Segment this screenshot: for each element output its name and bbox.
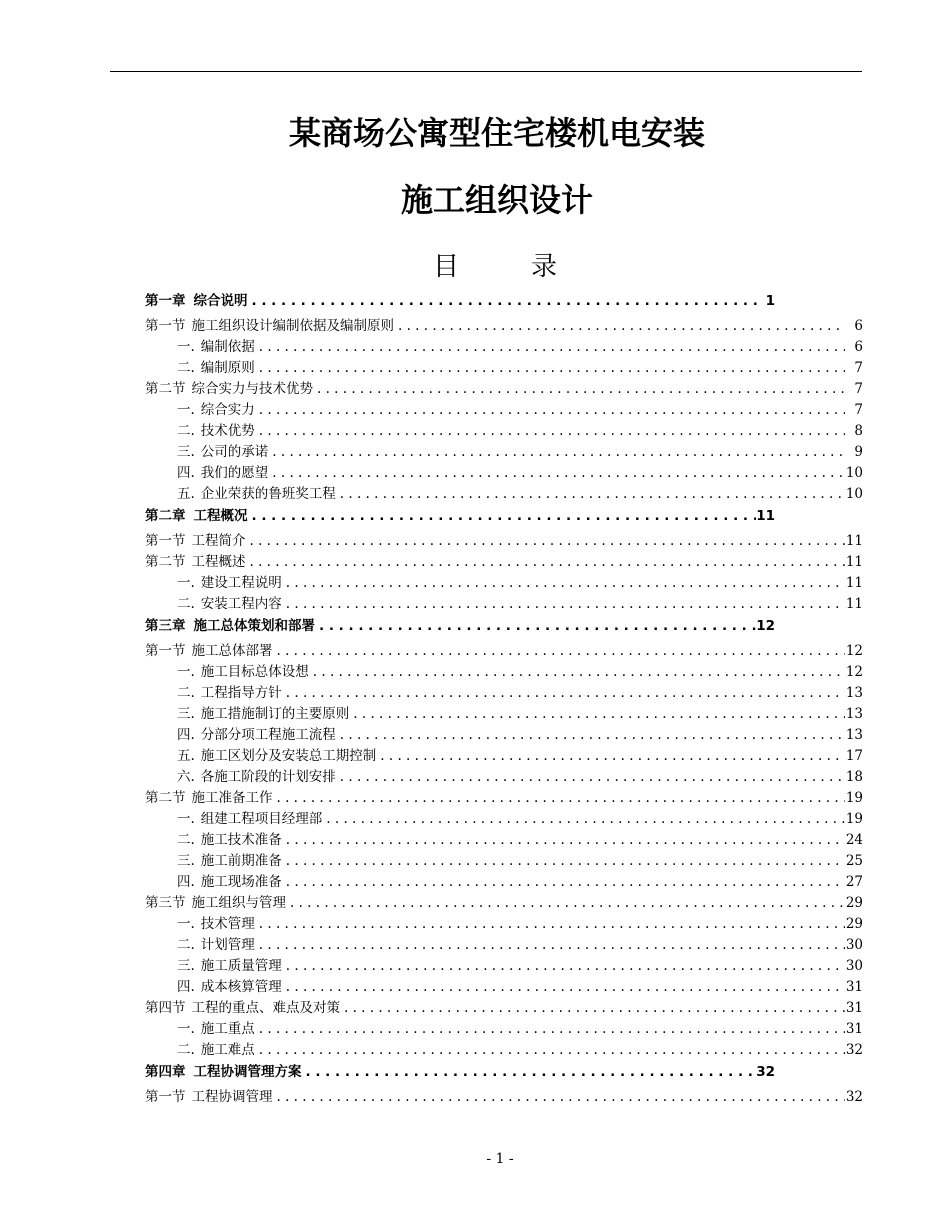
toc-entry-label [145, 379, 313, 400]
toc-entry-number: 第一节 [145, 533, 186, 549]
toc-leader-dots [255, 1040, 845, 1061]
toc-entry-label [177, 1040, 255, 1061]
toc-entry-page: 7 [854, 402, 863, 418]
toc-entry-page: 1 [765, 293, 775, 309]
toc-entry-label [145, 615, 315, 637]
toc-entry-page: 24 [845, 832, 863, 848]
toc-entry-page: 13 [845, 706, 863, 722]
toc-leader-dots [282, 977, 845, 998]
toc-entry-item[interactable] [145, 725, 863, 746]
toc-entry-label [177, 573, 282, 594]
toc-entry-title: 工程简介 [191, 533, 246, 549]
toc-entry-page: 11 [756, 508, 775, 524]
toc-entry-label [145, 1061, 302, 1083]
toc-entry-item[interactable] [145, 746, 863, 767]
toc-entry-label [177, 484, 336, 505]
toc-leader-dots [255, 358, 845, 379]
toc-entry-number: 一. [177, 1021, 195, 1037]
toc-leader-dots [273, 788, 846, 809]
toc-entry-label [177, 358, 255, 379]
toc-entry-title: 工程协调管理 [191, 1089, 273, 1105]
toc-leader-dots [315, 615, 756, 637]
toc-leader-dots [376, 746, 845, 767]
toc-entry-label [145, 505, 248, 527]
toc-entry-label [177, 767, 336, 788]
toc-entry-label [145, 552, 246, 573]
toc-leader-dots [246, 531, 846, 552]
toc-entry-label [145, 316, 394, 337]
toc-entry-label [145, 788, 273, 809]
toc-leader-dots [336, 484, 845, 505]
toc-entry-page: 7 [854, 360, 863, 376]
toc-entry-page: 6 [854, 318, 863, 334]
toc-entry-label [177, 704, 349, 725]
toc-entry-page: 31 [845, 1000, 863, 1016]
toc-entry-page: 12 [756, 618, 775, 634]
toc-leader-dots [322, 809, 845, 830]
toc-entry-item[interactable] [145, 463, 863, 484]
toc-entry-page: 32 [845, 1089, 863, 1105]
toc-entry-number: 第二章 [145, 508, 186, 524]
toc-entry-number: 第三节 [145, 895, 186, 911]
toc-entry-title: 工程的重点、难点及对策 [191, 1000, 340, 1016]
toc-entry-page: 17 [845, 748, 863, 764]
toc-entry-item[interactable] [145, 935, 863, 956]
toc-heading-left: 目 [432, 252, 459, 282]
toc-entry-page: 19 [845, 811, 863, 827]
toc-entry-number: 第四章 [145, 1064, 186, 1080]
toc-entry-chapter[interactable] [145, 615, 775, 637]
toc-entry-label [177, 442, 268, 463]
toc-entry-title: 工程协调管理方案 [193, 1064, 302, 1080]
toc-leader-dots [246, 552, 846, 573]
toc-entry-title: 工程概况 [193, 508, 248, 524]
toc-entry-item[interactable] [145, 662, 863, 683]
toc-entry-number: 第二节 [145, 554, 186, 570]
toc-entry-title: 工程概述 [191, 554, 246, 570]
page-number-footer: - 1 - [486, 1151, 514, 1167]
toc-leader-dots [248, 505, 757, 527]
toc-entry-title: 分部分项工程施工流程 [200, 727, 336, 743]
toc-entry-page: 27 [845, 874, 863, 890]
toc-entry-section[interactable] [145, 998, 863, 1019]
toc-entry-section[interactable] [145, 552, 863, 573]
toc-entry-number: 第一节 [145, 1089, 186, 1105]
toc-leader-dots [255, 421, 845, 442]
toc-entry-label [177, 851, 282, 872]
toc-entry-item[interactable] [145, 830, 863, 851]
toc-entry-page: 11 [845, 554, 863, 570]
toc-entry-page: 19 [845, 790, 863, 806]
toc-entry-title: 施工目标总体设想 [200, 664, 309, 680]
toc-entry-number: 三. [177, 853, 195, 869]
toc-entry-number: 三. [177, 706, 195, 722]
toc-entry-title: 成本核算管理 [200, 979, 282, 995]
document-title: 某商场公寓型住宅楼机电安装 [288, 114, 705, 152]
toc-leader-dots [248, 290, 758, 312]
toc-leader-dots [340, 998, 845, 1019]
toc-entry-number: 二. [177, 423, 195, 439]
toc-entry-item[interactable] [145, 704, 863, 725]
toc-entry-page: 31 [845, 979, 863, 995]
toc-entry-title: 施工技术准备 [200, 832, 282, 848]
table-of-contents [145, 290, 863, 1108]
toc-entry-title: 编制原则 [200, 360, 255, 376]
toc-entry-item[interactable] [145, 809, 863, 830]
toc-entry-section[interactable] [145, 531, 863, 552]
toc-entry-page: 31 [845, 1021, 863, 1037]
toc-entry-title: 综合实力与技术优势 [191, 381, 313, 397]
toc-entry-title: 施工区划分及安装总工期控制 [200, 748, 377, 764]
toc-entry-label [145, 290, 248, 312]
toc-entry-number: 四. [177, 979, 195, 995]
toc-leader-dots [273, 1087, 846, 1108]
toc-entry-page: 18 [845, 769, 863, 785]
toc-entry-chapter[interactable] [145, 290, 775, 312]
header-rule [110, 71, 862, 72]
toc-entry-page: 10 [845, 486, 863, 502]
toc-entry-section[interactable] [145, 641, 863, 662]
toc-entry-number: 一. [177, 664, 195, 680]
toc-entry-number: 一. [177, 402, 195, 418]
toc-entry-number: 四. [177, 874, 195, 890]
toc-entry-number: 第一节 [145, 318, 186, 334]
toc-leader-dots [349, 704, 845, 725]
toc-entry-section[interactable] [145, 1087, 863, 1108]
toc-entry-label [177, 337, 255, 358]
toc-leader-dots [394, 316, 845, 337]
toc-entry-number: 四. [177, 465, 195, 481]
toc-heading [0, 250, 950, 284]
toc-entry-number: 一. [177, 575, 195, 591]
toc-entry-label [177, 935, 255, 956]
toc-entry-title: 企业荣获的鲁班奖工程 [200, 486, 336, 502]
toc-entry-number: 二. [177, 937, 195, 953]
toc-entry-number: 四. [177, 727, 195, 743]
toc-entry-label [177, 914, 255, 935]
toc-leader-dots [273, 641, 846, 662]
toc-entry-section[interactable] [145, 316, 863, 337]
toc-entry-number: 二. [177, 832, 195, 848]
toc-leader-dots [255, 914, 845, 935]
toc-entry-label [177, 872, 282, 893]
toc-entry-title: 施工总体策划和部署 [193, 618, 315, 634]
toc-entry-title: 综合实力 [200, 402, 255, 418]
toc-entry-page: 9 [854, 444, 863, 460]
toc-leader-dots [286, 893, 845, 914]
toc-entry-title: 施工重点 [200, 1021, 255, 1037]
toc-entry-label [177, 400, 255, 421]
toc-entry-title: 施工措施制订的主要原则 [200, 706, 350, 722]
toc-entry-section[interactable] [145, 379, 863, 400]
toc-entry-label [177, 830, 282, 851]
toc-entry-page: 13 [845, 685, 863, 701]
toc-entry-page: 10 [845, 465, 863, 481]
toc-leader-dots [268, 442, 845, 463]
toc-leader-dots [282, 573, 845, 594]
toc-entry-title: 施工前期准备 [200, 853, 282, 869]
toc-entry-title: 技术优势 [200, 423, 255, 439]
toc-entry-number: 一. [177, 339, 195, 355]
toc-entry-number: 第一章 [145, 293, 186, 309]
toc-entry-label [145, 998, 340, 1019]
toc-leader-dots [282, 956, 845, 977]
toc-leader-dots [255, 935, 845, 956]
toc-entry-item[interactable] [145, 767, 863, 788]
toc-entry-title: 我们的愿望 [200, 465, 269, 481]
toc-entry-item[interactable] [145, 977, 863, 998]
toc-entry-title: 综合说明 [193, 293, 248, 309]
toc-entry-title: 工程指导方针 [200, 685, 282, 701]
toc-entry-title: 计划管理 [200, 937, 255, 953]
toc-entry-title: 组建工程项目经理部 [200, 811, 323, 827]
toc-entry-chapter[interactable] [145, 1061, 775, 1083]
toc-leader-dots [282, 830, 845, 851]
toc-entry-label [145, 531, 246, 552]
document-subtitle: 施工组织设计 [400, 181, 593, 219]
toc-entry-page: 11 [845, 596, 863, 612]
toc-entry-page: 12 [845, 643, 863, 659]
toc-leader-dots [313, 379, 845, 400]
toc-entry-item[interactable] [145, 573, 863, 594]
toc-entry-label [177, 1019, 255, 1040]
toc-entry-number: 第三章 [145, 618, 186, 634]
toc-entry-number: 一. [177, 916, 195, 932]
toc-entry-page: 8 [854, 423, 863, 439]
toc-leader-dots [309, 662, 845, 683]
toc-entry-page: 25 [845, 853, 863, 869]
toc-entry-item[interactable] [145, 872, 863, 893]
toc-leader-dots [336, 767, 845, 788]
toc-entry-page: 32 [845, 1042, 863, 1058]
toc-entry-label [145, 641, 273, 662]
toc-entry-number: 五. [177, 486, 195, 502]
toc-entry-page: 32 [756, 1064, 775, 1080]
toc-leader-dots [282, 594, 845, 615]
toc-entry-label [145, 893, 286, 914]
toc-entry-item[interactable] [145, 594, 863, 615]
toc-entry-item[interactable] [145, 400, 863, 421]
toc-entry-label [177, 421, 255, 442]
toc-entry-page: 29 [845, 916, 863, 932]
toc-entry-title: 施工难点 [200, 1042, 255, 1058]
toc-entry-title: 施工现场准备 [200, 874, 282, 890]
toc-entry-number: 二. [177, 360, 195, 376]
toc-entry-item[interactable] [145, 851, 863, 872]
toc-entry-number: 五. [177, 748, 195, 764]
toc-entry-title: 施工总体部署 [191, 643, 273, 659]
toc-entry-title: 建设工程说明 [200, 575, 282, 591]
toc-entry-page: 11 [845, 533, 863, 549]
toc-entry-title: 各施工阶段的计划安排 [200, 769, 336, 785]
toc-entry-number: 第一节 [145, 643, 186, 659]
toc-entry-item[interactable] [145, 914, 863, 935]
toc-entry-label [177, 977, 282, 998]
toc-leader-dots [255, 400, 845, 421]
toc-entry-number: 二. [177, 685, 195, 701]
toc-entry-number: 第四节 [145, 1000, 186, 1016]
toc-entry-label [177, 683, 282, 704]
toc-leader-dots [282, 851, 845, 872]
toc-entry-number: 六. [177, 769, 195, 785]
toc-entry-item[interactable] [145, 442, 863, 463]
toc-entry-item[interactable] [145, 358, 863, 379]
toc-entry-item[interactable] [145, 1040, 863, 1061]
toc-entry-title: 技术管理 [200, 916, 255, 932]
toc-entry-title: 公司的承诺 [200, 444, 269, 460]
toc-entry-section[interactable] [145, 893, 863, 914]
toc-leader-dots [255, 1019, 845, 1040]
toc-entry-title: 施工组织与管理 [191, 895, 286, 911]
toc-leader-dots [255, 337, 845, 358]
toc-entry-item[interactable] [145, 484, 863, 505]
toc-entry-number: 二. [177, 1042, 195, 1058]
toc-entry-label [177, 594, 282, 615]
toc-entry-item[interactable] [145, 1019, 863, 1040]
toc-entry-label [177, 662, 309, 683]
toc-leader-dots [282, 872, 845, 893]
toc-entry-item[interactable] [145, 683, 863, 704]
toc-leader-dots [268, 463, 845, 484]
toc-entry-title: 编制依据 [200, 339, 255, 355]
toc-leader-dots [302, 1061, 757, 1083]
toc-entry-number: 二. [177, 596, 195, 612]
toc-entry-page: 7 [854, 381, 863, 397]
toc-entry-page: 13 [845, 727, 863, 743]
toc-entry-number: 第二节 [145, 790, 186, 806]
toc-entry-page: 30 [845, 958, 863, 974]
toc-entry-label [177, 463, 268, 484]
toc-entry-title: 施工质量管理 [200, 958, 282, 974]
toc-entry-label [177, 956, 282, 977]
toc-entry-label [177, 746, 376, 767]
toc-entry-number: 第二节 [145, 381, 186, 397]
toc-entry-chapter[interactable] [145, 505, 775, 527]
toc-entry-page: 29 [845, 895, 863, 911]
toc-entry-page: 30 [845, 937, 863, 953]
toc-entry-page: 12 [845, 664, 863, 680]
toc-entry-number: 三. [177, 958, 195, 974]
toc-entry-label [177, 809, 322, 830]
toc-entry-label [145, 1087, 273, 1108]
toc-entry-page: 6 [854, 339, 863, 355]
toc-entry-item[interactable] [145, 956, 863, 977]
toc-entry-label [177, 725, 336, 746]
toc-entry-item[interactable] [145, 337, 863, 358]
toc-entry-item[interactable] [145, 421, 863, 442]
toc-entry-title: 施工组织设计编制依据及编制原则 [191, 318, 394, 334]
toc-leader-dots [282, 683, 845, 704]
toc-entry-page: 11 [845, 575, 863, 591]
toc-entry-section[interactable] [145, 788, 863, 809]
toc-entry-number: 一. [177, 811, 195, 827]
toc-entry-number: 三. [177, 444, 195, 460]
toc-leader-dots [336, 725, 845, 746]
toc-entry-title: 安装工程内容 [200, 596, 282, 612]
toc-entry-title: 施工准备工作 [191, 790, 273, 806]
toc-heading-right: 录 [531, 252, 558, 282]
